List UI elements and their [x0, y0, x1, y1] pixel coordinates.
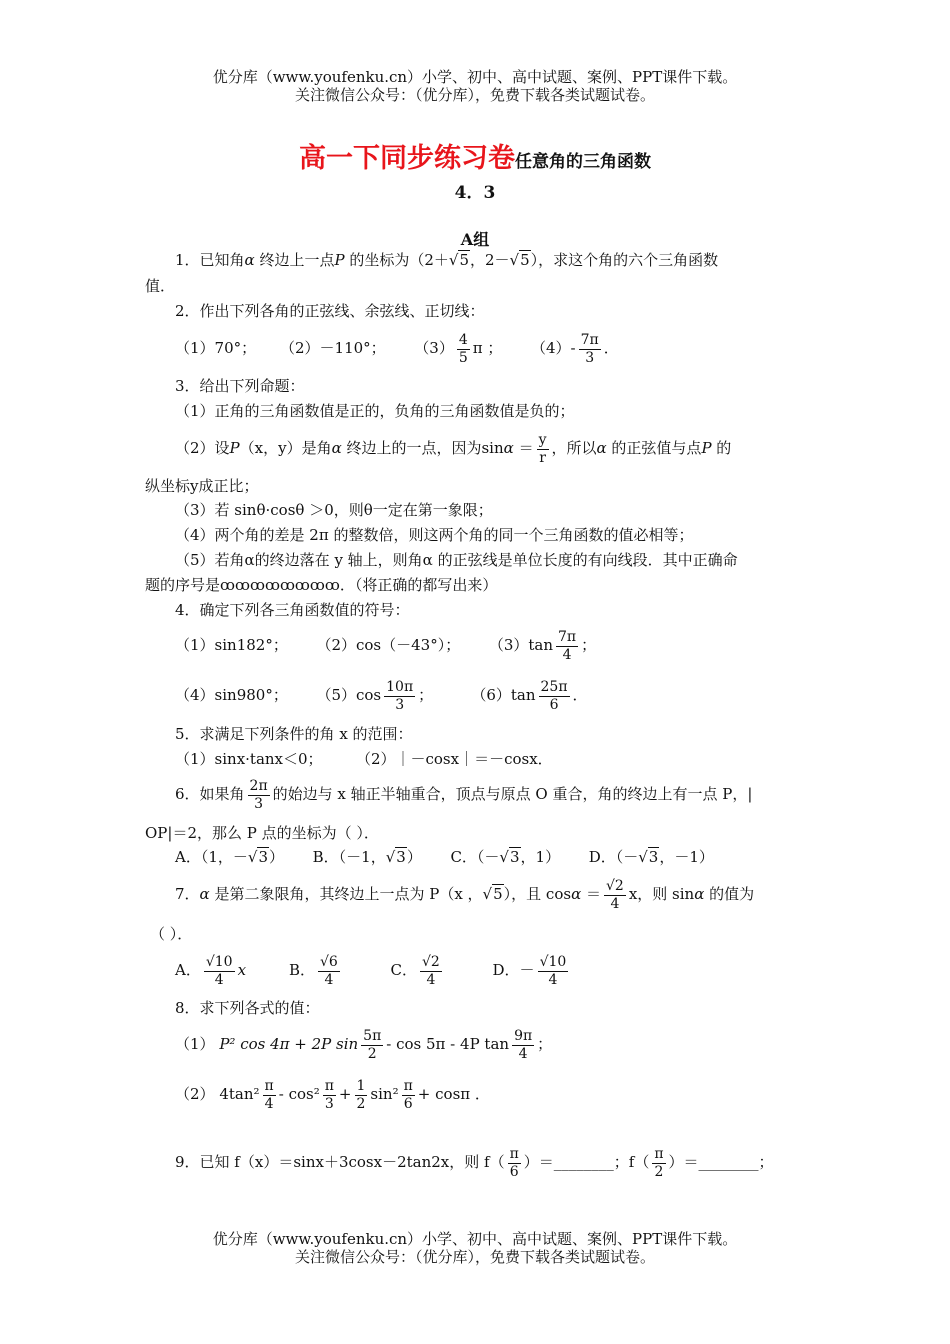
q4-stem: 4．确定下列各三角函数值的符号：	[175, 601, 410, 619]
footer-line-1: 优分库（www.youfenku.cn）小学、初中、高中试题、案例、PPT课件下载。	[212, 1230, 738, 1248]
q1-line: 1．已知角α 终边上一点P 的坐标为（2＋√5，2－√5），求这个角的六个三角函数	[175, 251, 719, 269]
page-title	[0, 136, 950, 175]
q3-p1: （1）正角的三角函数值是正的，负角的三角函数值是负的；	[175, 402, 575, 420]
q7-line: 7．α 是第二象限角，其终边上一点为 P（x ，√5），且 cosα ＝ $\frac{√2}{4}$ x，则 sinα 的值为	[175, 877, 755, 912]
header-line-1: 优分库（www.youfenku.cn）小学、初中、高中试题、案例、PPT课件下载。	[212, 68, 738, 86]
q3-stem: 3．给出下列命题：	[175, 377, 305, 395]
q6-line-2: OP|＝2，那么 P 点的坐标为（ ）．	[145, 824, 379, 842]
q3-p2-cont: 纵坐标y成正比；	[145, 477, 259, 495]
q2-parts: （1）70°； （2）－110°； （3） $\frac{4}{5}$ π ； （4）- $\frac{7\pi}{3}$ ．	[175, 331, 619, 366]
section-number: 4．3	[454, 183, 496, 203]
q4-row-2: （4）sin980°； （5）cos $\frac{10\pi}{3}$ ； （6）tan $\frac{25\pi}{6}$ ．	[175, 678, 588, 713]
q6-options: A．（1，－√3） B．（－1，√3） C．（－√3，1） D．（－√3，－1）	[175, 848, 714, 866]
q1-line-2: 值．	[145, 277, 176, 295]
group-label: A组	[460, 230, 490, 249]
q5-stem: 5．求满足下列条件的角 x 的范围：	[175, 725, 413, 743]
q8-p2: （2） 4tan² $\frac{\pi}{4}$ - cos² $\frac{\pi}{3}$ + $\frac{1}{2}$ sin² $\frac{\pi}{6}$ + cosπ ．	[175, 1077, 490, 1112]
q4-row-1: （1）sin182°； （2）cos（－43°）； （3）tan $\frac{7\pi}{4}$ ；	[175, 628, 597, 663]
q7-options: A． $\frac{√10}{4}$ x B． $\frac{√6}{4}$ C． $\frac{√2}{4}$ D．－ $\frac{√10}{4}$	[175, 953, 567, 988]
q3-p2: （2）设P（x，y）是角α 终边上的一点，因为sinα ＝ $\frac{y}{r}$ ，所以α 的正弦值与点P 的	[175, 431, 732, 466]
q3-p4: （4）两个角的差是 2π 的整数倍，则这两个角的同一个三角函数的值必相等；	[175, 526, 694, 544]
q3-p5: （5）若角α的终边落在 y 轴上，则角α 的正弦线是单位长度的有向线段．其中正确命	[175, 551, 738, 569]
q3-p3: （3）若 sinθ·cosθ ＞0，则θ一定在第一象限；	[175, 501, 493, 519]
q7-line-2: （ ）．	[150, 925, 193, 943]
footer-line-2: 关注微信公众号：（优分库），免费下载各类试题试卷。	[294, 1248, 655, 1266]
title-sub: 任意角的三角函数	[515, 152, 651, 172]
q6-line: 6．如果角 $\frac{2\pi}{3}$ 的始边与 x 轴正半轴重合，顶点与原点 O 重合，角的终边上有一点 P，|	[175, 777, 753, 812]
header-line-2: 关注微信公众号：（优分库），免费下载各类试题试卷。	[294, 86, 655, 104]
q3-p5-cont: 题的序号是ꝏꝏꝏꝏꝏꝏꝏꝏ．（将正确的都写出来）	[145, 576, 498, 594]
q8-p1: （1） P² cos 4π + 2P sin $\frac{5\pi}{2}$ - cos 5π - 4P tan $\frac{9\pi}{4}$ ；	[175, 1027, 553, 1062]
title-main: 高一下同步练习卷	[299, 143, 515, 174]
q8-stem: 8．求下列各式的值：	[175, 999, 320, 1017]
q5-parts: （1）sinx·tanx＜0； （2）｜－cosx｜＝－cosx．	[175, 750, 553, 768]
q9-line: 9．已知 f（x）＝sinx＋3cosx－2tan2x，则 f（ $\frac{\pi}{6}$ ）＝________；f（ $\frac{\pi}{2}$ ）＝________；	[175, 1145, 774, 1180]
q2-stem: 2．作出下列各角的正弦线、余弦线、正切线：	[175, 302, 485, 320]
